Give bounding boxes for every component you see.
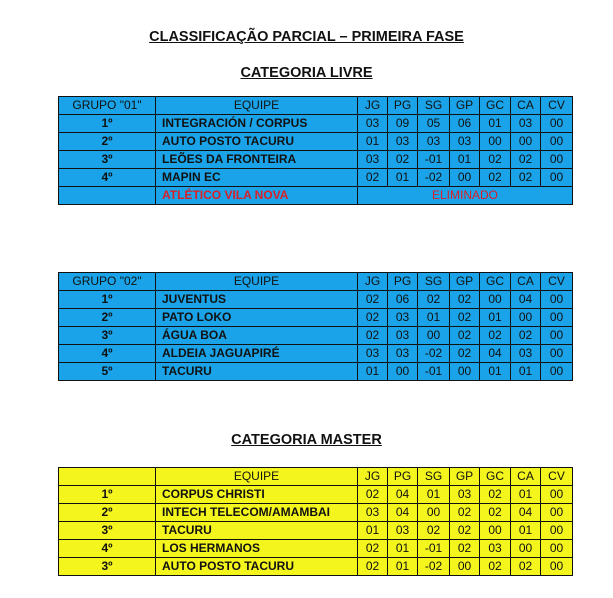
stat-cell: 00: [541, 133, 573, 151]
column-header: CV: [541, 97, 573, 115]
column-header: PG: [388, 273, 418, 291]
stat-cell: 01: [388, 540, 418, 558]
position-cell: 3º: [59, 558, 156, 576]
stat-cell: 02: [358, 327, 388, 345]
stat-cell: 00: [541, 540, 573, 558]
stat-cell: 03: [358, 504, 388, 522]
grupo-02-table: [58, 272, 573, 381]
stat-cell: 00: [541, 504, 573, 522]
stat-cell: 02: [450, 540, 480, 558]
column-header: EQUIPE: [156, 468, 358, 486]
table-row: [59, 151, 573, 169]
grupo-01-body: [59, 97, 573, 205]
stat-cell: 01: [511, 522, 541, 540]
table-row: [59, 486, 573, 504]
table-row: [59, 558, 573, 576]
position-cell: [59, 187, 156, 205]
stat-cell: 02: [450, 327, 480, 345]
stat-cell: 02: [358, 309, 388, 327]
stat-cell: 02: [511, 151, 541, 169]
stat-cell: 03: [388, 522, 418, 540]
stat-cell: 01: [388, 558, 418, 576]
stat-cell: 03: [358, 151, 388, 169]
column-header: CA: [511, 97, 541, 115]
stat-cell: 00: [511, 133, 541, 151]
eliminated-row: [59, 187, 573, 205]
column-header: CV: [541, 468, 573, 486]
stat-cell: 04: [480, 345, 511, 363]
stat-cell: -02: [418, 169, 450, 187]
table-row: [59, 133, 573, 151]
stat-cell: -02: [418, 345, 450, 363]
stat-cell: 01: [418, 486, 450, 504]
column-header: EQUIPE: [156, 97, 358, 115]
column-header: GC: [480, 273, 511, 291]
stat-cell: 03: [388, 133, 418, 151]
stat-cell: 01: [388, 169, 418, 187]
stat-cell: 01: [450, 151, 480, 169]
column-header: PG: [388, 97, 418, 115]
stat-cell: 05: [418, 115, 450, 133]
table-row: [59, 115, 573, 133]
stat-cell: 03: [511, 345, 541, 363]
stat-cell: 03: [388, 327, 418, 345]
categoria-livre-title: CATEGORIA LIVRE: [240, 65, 373, 81]
team-cell: INTECH TELECOM/AMAMBAI: [156, 504, 358, 522]
table-row: [59, 363, 573, 381]
team-cell: JUVENTUS: [156, 291, 358, 309]
stat-cell: 03: [450, 486, 480, 504]
stat-cell: 00: [541, 169, 573, 187]
position-cell: 1º: [59, 291, 156, 309]
column-header: SG: [418, 468, 450, 486]
stat-cell: 02: [418, 291, 450, 309]
stat-cell: 03: [418, 133, 450, 151]
position-cell: 5º: [59, 363, 156, 381]
stat-cell: 02: [480, 327, 511, 345]
stat-cell: 00: [541, 363, 573, 381]
stat-cell: 02: [480, 558, 511, 576]
position-cell: 1º: [59, 486, 156, 504]
stat-cell: 00: [450, 363, 480, 381]
position-cell: 4º: [59, 540, 156, 558]
team-cell: ÁGUA BOA: [156, 327, 358, 345]
stat-cell: 03: [388, 309, 418, 327]
team-cell: LEÕES DA FRONTEIRA: [156, 151, 358, 169]
column-header: GC: [480, 468, 511, 486]
grupo-02-body: [59, 273, 573, 381]
stat-cell: 03: [480, 540, 511, 558]
stat-cell: 00: [450, 169, 480, 187]
position-cell: 4º: [59, 345, 156, 363]
stat-cell: 02: [480, 504, 511, 522]
stat-cell: 00: [541, 291, 573, 309]
team-cell: LOS HERMANOS: [156, 540, 358, 558]
stat-cell: 09: [388, 115, 418, 133]
stat-cell: 00: [541, 151, 573, 169]
position-cell: 2º: [59, 504, 156, 522]
table-row: [59, 327, 573, 345]
master-body: [59, 468, 573, 576]
stat-cell: 02: [480, 486, 511, 504]
stat-cell: 02: [511, 169, 541, 187]
stat-cell: 06: [450, 115, 480, 133]
stat-cell: 02: [358, 486, 388, 504]
stat-cell: 02: [511, 558, 541, 576]
stat-cell: 02: [358, 291, 388, 309]
header-row: [59, 97, 573, 115]
position-cell: 2º: [59, 309, 156, 327]
position-cell: 1º: [59, 115, 156, 133]
team-cell: AUTO POSTO TACURU: [156, 133, 358, 151]
stat-cell: -01: [418, 363, 450, 381]
stat-cell: 03: [388, 345, 418, 363]
stat-cell: 00: [541, 345, 573, 363]
stat-cell: 02: [358, 558, 388, 576]
stat-cell: 00: [480, 133, 511, 151]
stat-cell: 00: [541, 327, 573, 345]
stat-cell: 01: [480, 309, 511, 327]
stat-cell: 03: [358, 115, 388, 133]
stat-cell: 04: [511, 504, 541, 522]
team-cell: CORPUS CHRISTI: [156, 486, 358, 504]
stat-cell: 01: [358, 133, 388, 151]
table-row: [59, 522, 573, 540]
grupo-01-table: [58, 96, 573, 205]
stat-cell: 00: [541, 309, 573, 327]
column-header: GRUPO "02": [59, 273, 156, 291]
stat-cell: 01: [480, 115, 511, 133]
column-header: PG: [388, 468, 418, 486]
stat-cell: 02: [358, 169, 388, 187]
stat-cell: 02: [358, 540, 388, 558]
team-cell: ALDEIA JAGUAPIRÉ: [156, 345, 358, 363]
table-row: [59, 504, 573, 522]
column-header: CA: [511, 468, 541, 486]
position-cell: 3º: [59, 151, 156, 169]
stat-cell: 02: [450, 522, 480, 540]
stat-cell: 01: [480, 363, 511, 381]
stat-cell: 00: [541, 115, 573, 133]
stat-cell: -02: [418, 558, 450, 576]
stat-cell: 00: [541, 522, 573, 540]
stat-cell: 02: [418, 522, 450, 540]
stat-cell: 02: [480, 151, 511, 169]
column-header: CA: [511, 273, 541, 291]
stat-cell: 04: [511, 291, 541, 309]
stat-cell: 00: [541, 558, 573, 576]
column-header: GRUPO "01": [59, 97, 156, 115]
stat-cell: 01: [511, 486, 541, 504]
table-row: [59, 309, 573, 327]
position-cell: 4º: [59, 169, 156, 187]
stat-cell: -01: [418, 151, 450, 169]
team-cell: PATO LOKO: [156, 309, 358, 327]
stat-cell: 00: [480, 291, 511, 309]
stat-cell: 02: [388, 151, 418, 169]
table-row: [59, 291, 573, 309]
stat-cell: 03: [358, 345, 388, 363]
stat-cell: 04: [388, 486, 418, 504]
team-cell: TACURU: [156, 522, 358, 540]
eliminated-team-cell: ATLÉTICO VILA NOVA: [156, 187, 358, 205]
stat-cell: 01: [511, 363, 541, 381]
team-cell: AUTO POSTO TACURU: [156, 558, 358, 576]
column-header: SG: [418, 273, 450, 291]
stat-cell: 00: [450, 558, 480, 576]
column-header: [59, 468, 156, 486]
stat-cell: 00: [511, 540, 541, 558]
table-row: [59, 540, 573, 558]
position-cell: 2º: [59, 133, 156, 151]
column-header: JG: [358, 273, 388, 291]
categoria-master-title: CATEGORIA MASTER: [231, 432, 382, 448]
stat-cell: 00: [418, 327, 450, 345]
column-header: CV: [541, 273, 573, 291]
position-cell: 3º: [59, 327, 156, 345]
column-header: GC: [480, 97, 511, 115]
column-header: JG: [358, 97, 388, 115]
column-header: EQUIPE: [156, 273, 358, 291]
master-table: [58, 467, 573, 576]
team-cell: INTEGRACIÓN / CORPUS: [156, 115, 358, 133]
position-cell: 3º: [59, 522, 156, 540]
team-cell: MAPIN EC: [156, 169, 358, 187]
stat-cell: 02: [450, 345, 480, 363]
column-header: SG: [418, 97, 450, 115]
header-row: [59, 273, 573, 291]
stat-cell: -01: [418, 540, 450, 558]
header-row: [59, 468, 573, 486]
stat-cell: 01: [418, 309, 450, 327]
stat-cell: 06: [388, 291, 418, 309]
column-header: GP: [450, 97, 480, 115]
table-row: [59, 345, 573, 363]
team-cell: TACURU: [156, 363, 358, 381]
stat-cell: 02: [480, 169, 511, 187]
stat-cell: 03: [450, 133, 480, 151]
stat-cell: 00: [418, 504, 450, 522]
stat-cell: 00: [511, 309, 541, 327]
table-row: [59, 169, 573, 187]
eliminated-status: ELIMINADO: [358, 187, 573, 205]
stat-cell: 00: [480, 522, 511, 540]
stat-cell: 02: [511, 327, 541, 345]
stat-cell: 03: [511, 115, 541, 133]
stat-cell: 02: [450, 504, 480, 522]
column-header: GP: [450, 468, 480, 486]
stat-cell: 02: [450, 291, 480, 309]
column-header: GP: [450, 273, 480, 291]
stat-cell: 01: [358, 522, 388, 540]
column-header: JG: [358, 468, 388, 486]
page-title: CLASSIFICAÇÃO PARCIAL – PRIMEIRA FASE: [149, 29, 464, 45]
stat-cell: 04: [388, 504, 418, 522]
stat-cell: 00: [388, 363, 418, 381]
stat-cell: 00: [541, 486, 573, 504]
stat-cell: 01: [358, 363, 388, 381]
stat-cell: 02: [450, 309, 480, 327]
